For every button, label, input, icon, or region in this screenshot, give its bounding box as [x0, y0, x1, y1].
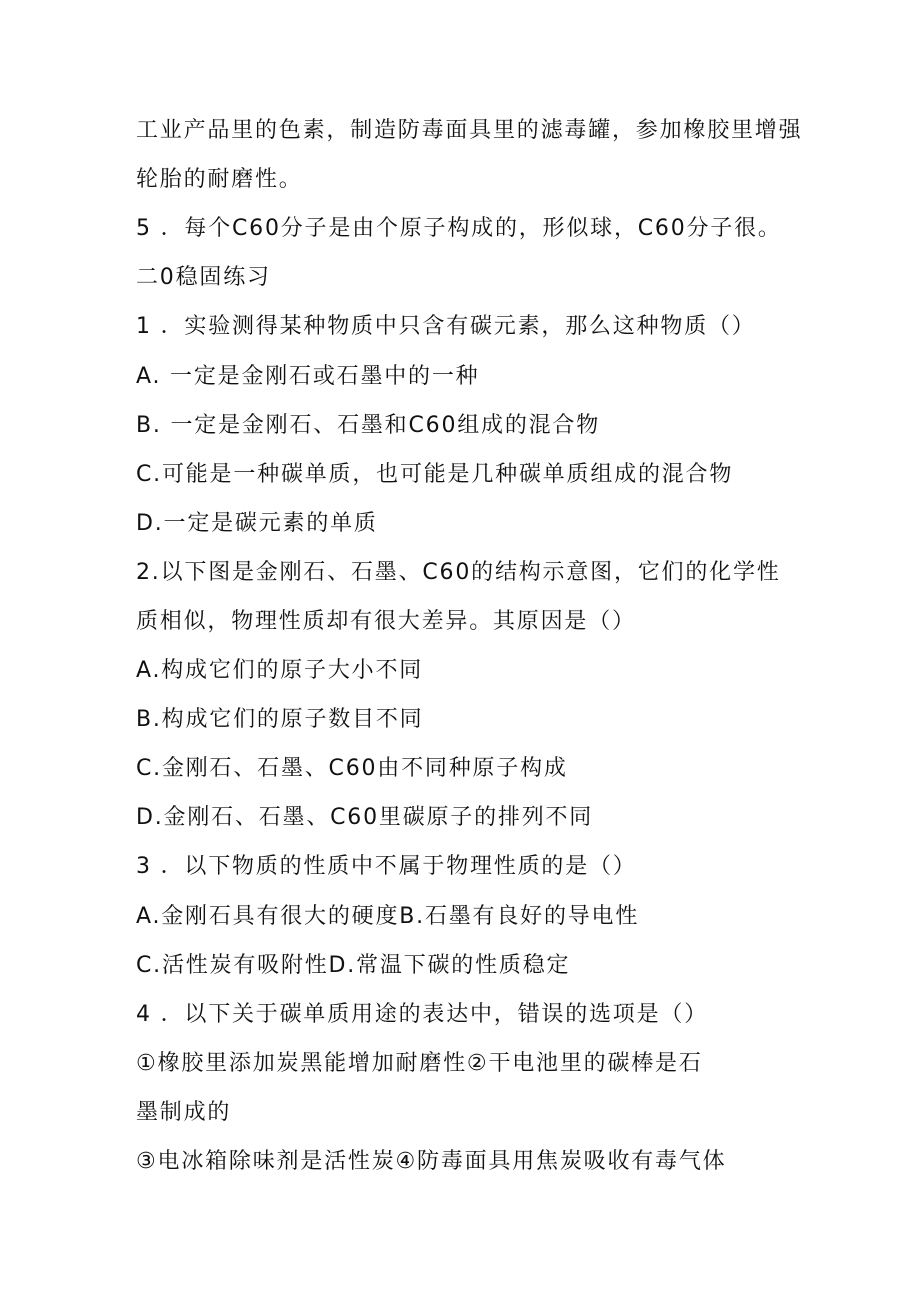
text-line: ③电冰箱除味剂是活性炭④防毒面具用焦炭吸收有毒气体	[136, 1149, 727, 1174]
text-line: 质相似，物理性质却有很大差异。其原因是（）	[136, 609, 636, 634]
option-line: A.构成它们的原子大小不同	[136, 658, 424, 683]
question-3-line: 3 ．以下物质的性质中不属于物理性质的是（）	[136, 854, 637, 879]
text-line: 工业产品里的色素，制造防毒面具里的滤毒罐，参加橡胶里增强	[136, 118, 803, 143]
option-line: C.可能是一种碳单质，也可能是几种碳单质组成的混合物	[136, 462, 734, 487]
option-line: A. 一定是金刚石或石墨中的一种	[136, 364, 480, 389]
question-5-line: 5 ．每个C60分子是由个原子构成的，形似球，C60分子很。	[136, 216, 782, 241]
option-line: C.金刚石、石墨、C60由不同种原子构成	[136, 756, 568, 781]
option-line: A.金刚石具有很大的硬度B.石墨有良好的导电性	[136, 904, 640, 929]
option-line: C.活性炭有吸附性D.常温下碳的性质稳定	[136, 953, 571, 978]
text-line: 轮胎的耐磨性。	[136, 167, 303, 192]
option-line: D.金刚石、石墨、C60里碳原子的排列不同	[136, 805, 594, 830]
option-line: B. 一定是金刚石、石墨和C60组成的混合物	[136, 413, 601, 438]
section-heading: 二0稳固练习	[136, 265, 271, 290]
text-line: 墨制成的	[136, 1100, 232, 1125]
option-line: D.一定是碳元素的单质	[136, 511, 378, 536]
text-line: ①橡胶里添加炭黑能增加耐磨性②干电池里的碳棒是石	[136, 1051, 703, 1076]
option-line: B.构成它们的原子数目不同	[136, 707, 424, 732]
question-1-line: 1 ．实验测得某种物质中只含有碳元素，那么这种物质（）	[136, 314, 756, 339]
question-2-line: 2.以下图是金刚石、石墨、C60的结构示意图，它们的化学性	[136, 560, 781, 585]
question-4-line: 4 ．以下关于碳单质用途的表达中，错误的选项是（）	[136, 1002, 708, 1027]
